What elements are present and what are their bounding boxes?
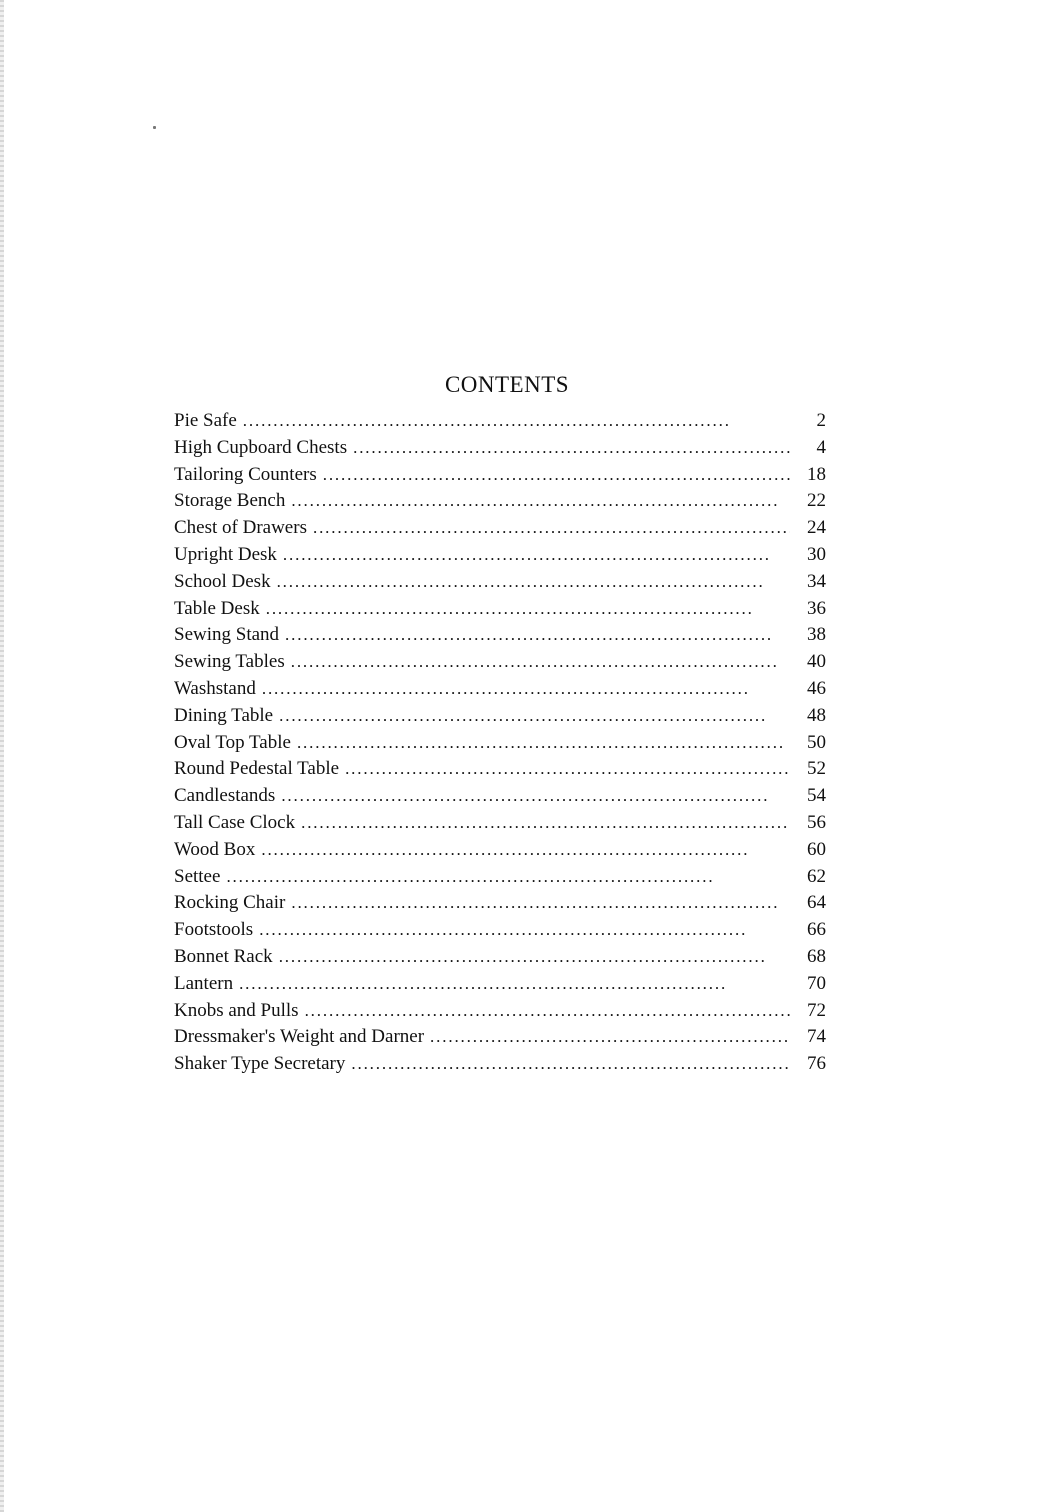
toc-dot-leader bbox=[297, 730, 790, 757]
toc-entry-page: 70 bbox=[807, 972, 826, 994]
toc-entry-page: 68 bbox=[807, 945, 826, 967]
toc-entry-label: Washstand bbox=[174, 677, 256, 699]
toc-entry bbox=[174, 703, 826, 730]
contents-title: CONTENTS bbox=[444, 372, 570, 397]
toc-entry bbox=[174, 730, 826, 757]
scan-speck bbox=[153, 126, 156, 129]
toc-entry-label: Sewing Stand bbox=[174, 624, 280, 646]
toc-entry-label: Bonnet Rack bbox=[174, 945, 273, 967]
toc-entry-label: Knobs and Pulls bbox=[174, 999, 299, 1021]
toc-entry bbox=[174, 515, 826, 542]
toc-entry-label: Round Pedestal Table bbox=[174, 758, 340, 780]
toc-dot-leader bbox=[313, 515, 790, 542]
toc-entry-label: Storage Bench bbox=[174, 490, 286, 512]
toc-entry-label: Dining Table bbox=[174, 704, 274, 726]
toc-entry bbox=[174, 944, 826, 971]
toc-dot-leader bbox=[291, 649, 790, 676]
toc-dot-leader bbox=[261, 837, 790, 864]
toc-entry-label: Sewing Tables bbox=[174, 651, 285, 673]
toc-entry-label: Tall Case Clock bbox=[174, 811, 296, 833]
toc-entry bbox=[174, 649, 826, 676]
toc-entry-page: 50 bbox=[807, 731, 826, 753]
toc-entry-page: 56 bbox=[807, 811, 826, 833]
toc-dot-leader bbox=[291, 488, 790, 515]
toc-dot-leader bbox=[281, 783, 790, 810]
toc-entry-page: 34 bbox=[807, 570, 826, 592]
toc-entry bbox=[174, 569, 826, 596]
toc-dot-leader bbox=[239, 971, 790, 998]
toc-dot-leader bbox=[277, 569, 790, 596]
toc-entry-label: Pie Safe bbox=[174, 410, 237, 431]
toc-dot-leader bbox=[262, 676, 790, 703]
toc-dot-leader bbox=[323, 462, 790, 489]
toc-entry-page: 22 bbox=[807, 490, 826, 512]
toc-dot-leader bbox=[266, 596, 790, 623]
toc-entry bbox=[174, 622, 826, 649]
toc-entry bbox=[174, 917, 826, 944]
toc-entry-label: Oval Top Table bbox=[174, 731, 291, 753]
toc-entry-page: 48 bbox=[807, 704, 826, 726]
toc-entry-page: 72 bbox=[807, 999, 826, 1021]
toc-dot-leader bbox=[283, 542, 790, 569]
toc-entry-page: 74 bbox=[807, 1026, 826, 1048]
toc-entry bbox=[174, 1051, 826, 1078]
toc-entry bbox=[174, 971, 826, 998]
toc-dot-leader bbox=[279, 703, 790, 730]
toc-entry bbox=[174, 783, 826, 810]
toc-list bbox=[174, 408, 826, 1078]
toc-entry-label: Table Desk bbox=[174, 597, 260, 619]
toc-entry-page: 2 bbox=[816, 410, 826, 431]
toc-dot-leader bbox=[291, 890, 790, 917]
toc-entry-label: High Cupboard Chests bbox=[174, 436, 348, 458]
toc-entry bbox=[174, 1024, 826, 1051]
toc-entry-label: Footstools bbox=[174, 919, 254, 941]
toc-entry-label: Settee bbox=[174, 865, 221, 887]
toc-entry-page: 4 bbox=[816, 436, 826, 458]
toc-entry-label: Rocking Chair bbox=[174, 892, 286, 914]
toc-dot-leader bbox=[226, 864, 790, 891]
toc-entry bbox=[174, 756, 826, 783]
scan-edge bbox=[0, 0, 4, 1512]
toc-entry-page: 54 bbox=[807, 785, 826, 807]
toc-entry bbox=[174, 676, 826, 703]
toc-dot-leader bbox=[301, 810, 790, 837]
toc-entry-label: Upright Desk bbox=[174, 543, 277, 565]
table-of-contents bbox=[174, 372, 826, 1078]
toc-entry-page: 38 bbox=[807, 624, 826, 646]
toc-entry-page: 24 bbox=[807, 517, 826, 539]
toc-entry-page: 62 bbox=[807, 865, 826, 887]
toc-entry-page: 46 bbox=[807, 677, 826, 699]
toc-entry-label: Dressmaker's Weight and Darner bbox=[174, 1026, 425, 1048]
toc-entry-label: Tailoring Counters bbox=[174, 463, 317, 485]
toc-dot-leader bbox=[285, 622, 790, 649]
toc-dot-leader bbox=[243, 408, 790, 435]
toc-entry-page: 36 bbox=[807, 597, 826, 619]
toc-entry-label: Candlestands bbox=[174, 785, 276, 807]
toc-entry-page: 66 bbox=[807, 919, 826, 941]
toc-dot-leader bbox=[430, 1024, 790, 1051]
toc-entry-label: Lantern bbox=[174, 972, 234, 994]
toc-entry bbox=[174, 998, 826, 1025]
toc-entry bbox=[174, 864, 826, 891]
toc-entry bbox=[174, 408, 826, 435]
toc-entry-page: 30 bbox=[807, 543, 826, 565]
toc-dot-leader bbox=[345, 756, 790, 783]
toc-entry-page: 52 bbox=[807, 758, 826, 780]
toc-entry-page: 64 bbox=[807, 892, 826, 914]
toc-entry bbox=[174, 596, 826, 623]
toc-dot-leader bbox=[279, 944, 790, 971]
toc-entry bbox=[174, 488, 826, 515]
toc-entry-label: Shaker Type Secretary bbox=[174, 1053, 346, 1075]
toc-entry-label: Chest of Drawers bbox=[174, 517, 307, 539]
toc-entry bbox=[174, 435, 826, 462]
toc-entry-page: 76 bbox=[807, 1053, 826, 1075]
toc-entry-page: 18 bbox=[807, 463, 826, 485]
toc-entry bbox=[174, 890, 826, 917]
toc-entry bbox=[174, 462, 826, 489]
toc-dot-leader bbox=[305, 998, 790, 1025]
toc-entry bbox=[174, 837, 826, 864]
toc-entry-page: 60 bbox=[807, 838, 826, 860]
toc-entry bbox=[174, 810, 826, 837]
toc-dot-leader bbox=[353, 435, 790, 462]
toc-dot-leader bbox=[351, 1051, 790, 1078]
toc-entry-label: Wood Box bbox=[174, 838, 256, 860]
toc-entry-label: School Desk bbox=[174, 570, 271, 592]
toc-entry bbox=[174, 542, 826, 569]
toc-entry-page: 40 bbox=[807, 651, 826, 673]
toc-dot-leader bbox=[259, 917, 790, 944]
